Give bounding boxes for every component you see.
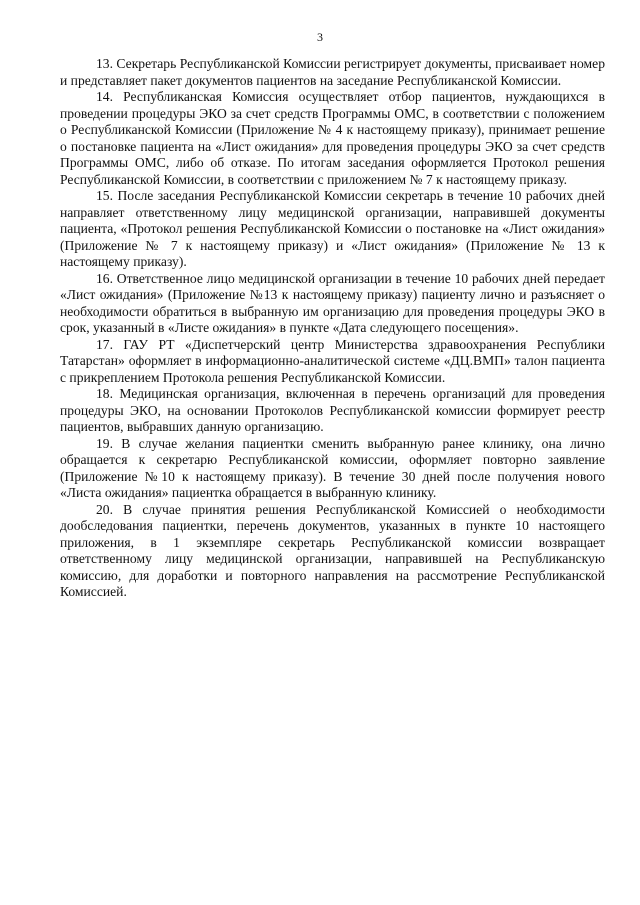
- document-body: [60, 56, 605, 601]
- paragraph-20: 20. В случае принятия решения Республиканской Комиссией о необходимости дообследования пациентки, перечень документов, указанных в пункте 10 настоящего приложения, в 1 экземпляре секретарь Республиканской комиссии возвращает ответственному лицу медицинской организации, направившей на Республиканскую комиссию, для доработки и повторного направления на рассмотрение Республиканской Комиссией.: [60, 501, 605, 599]
- paragraph-14: 14. Республиканская Комиссия осуществляет отбор пациентов, нуждающихся в проведении процедуры ЭКО за счет средств Программы ОМС, в соответствии с положением о Республиканской Комиссии (Приложение № 4 к настоящему приказу), принимает решение о постановке пациента на «Лист ожидания» для проведения процедуры ЭКО за счет средств Программы ОМС, либо об отказе. По итогам заседания оформляется Протокол решения Республиканской Комиссии, в соответствии с приложением № 7 к настоящему приказу.: [60, 89, 605, 187]
- paragraph-13: 13. Секретарь Республиканской Комиссии регистрирует документы, присваивает номер и представляет пакет документов пациентов на заседание Республиканской Комиссии.: [60, 56, 605, 88]
- page-number: 3: [317, 30, 323, 44]
- paragraph-18: 18. Медицинская организация, включенная в перечень организаций для проведения процедуры ЭКО, на основании Протоколов Республиканской комиссии формирует реестр пациентов, выбравших данную организацию.: [60, 386, 605, 434]
- paragraph-19: 19. В случае желания пациентки сменить выбранную ранее клинику, она лично обращается к секретарю Республиканской комиссии, оформляет повторно заявление (Приложение №10 к настоящему приказу). В течение 30 дней после получения нового «Листа ожидания» пациентка обращается в выбранную клинику.: [60, 435, 605, 500]
- paragraph-15: 15. После заседания Республиканской Комиссии секретарь в течение 10 рабочих дней направляет ответственному лицу медицинской организации, направившей документы пациента, «Протокол решения Республиканской Комиссии о постановке на «Лист ожидания» (Приложение № 7 к настоящему приказу) и «Лист ожидания» (Приложение № 13 к настоящему приказу).: [60, 188, 605, 269]
- paragraph-17: 17. ГАУ РТ «Диспетчерский центр Министерства здравоохранения Республики Татарстан» оформляет в информационно-аналитической системе «ДЦ.ВМП» талон пациента с прикреплением Протокола решения Республиканской Комиссии.: [60, 336, 605, 385]
- paragraph-16: 16. Ответственное лицо медицинской организации в течение 10 рабочих дней передает «Лист ожидания» (Приложение №13 к настоящему приказу) пациенту лично и разъясняет о необходимости обратиться в выбранную им организацию для проведения процедуры ЭКО в срок, указанный в «Листе ожидания» в пункте «Дата следующего посещения».: [60, 270, 605, 335]
